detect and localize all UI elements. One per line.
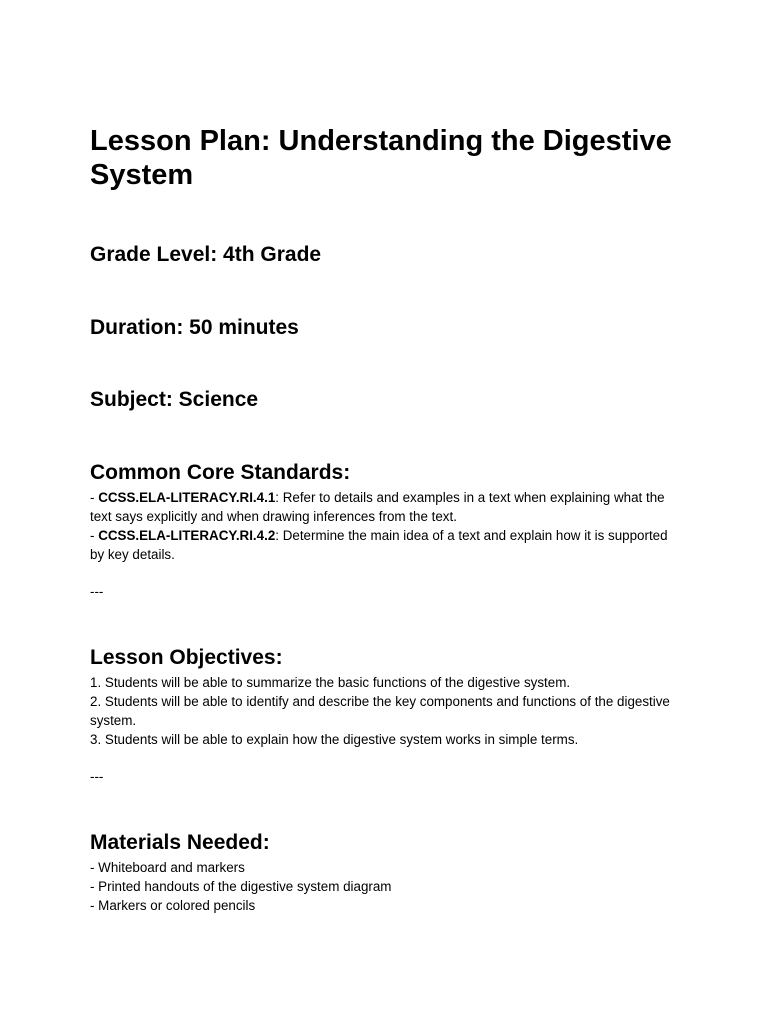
standard-description: : Determine the main idea of a text and explain how it is supported by key details. <box>90 528 668 562</box>
duration-heading: Duration: 50 minutes <box>90 316 299 339</box>
standards-list <box>90 488 680 564</box>
standard-item <box>90 526 680 564</box>
objective-item: 2. Students will be able to identify and describe the key components and functions of the digestive system. <box>90 694 670 728</box>
lesson-title: Lesson Plan: Understanding the Digestive System <box>90 125 672 191</box>
material-item: - Whiteboard and markers <box>90 860 245 875</box>
objective-item: 1. Students will be able to summarize the basic functions of the digestive system. <box>90 675 571 690</box>
material-item: - Markers or colored pencils <box>90 898 256 913</box>
objectives-list <box>90 673 680 749</box>
standard-code: CCSS.ELA-LITERACY.RI.4.1 <box>98 490 276 505</box>
standard-code: CCSS.ELA-LITERACY.RI.4.2 <box>98 528 276 543</box>
standard-description: : Refer to details and examples in a text when explaining what the text says explicitly and when drawing inferences from the text. <box>90 490 665 524</box>
section-separator: --- <box>90 584 104 599</box>
material-item: - Printed handouts of the digestive system diagram <box>90 879 392 894</box>
section-separator: --- <box>90 769 104 784</box>
materials-heading: Materials Needed: <box>90 831 270 854</box>
subject-heading: Subject: Science <box>90 388 259 411</box>
objectives-heading: Lesson Objectives: <box>90 646 283 669</box>
grade-level-heading: Grade Level: 4th Grade <box>90 243 322 266</box>
standards-heading: Common Core Standards: <box>90 461 351 484</box>
list-bullet: - <box>90 528 99 543</box>
standard-item <box>90 488 680 526</box>
list-bullet: - <box>90 490 99 505</box>
objective-item: 3. Students will be able to explain how the digestive system works in simple terms. <box>90 732 579 747</box>
materials-list <box>90 858 680 915</box>
